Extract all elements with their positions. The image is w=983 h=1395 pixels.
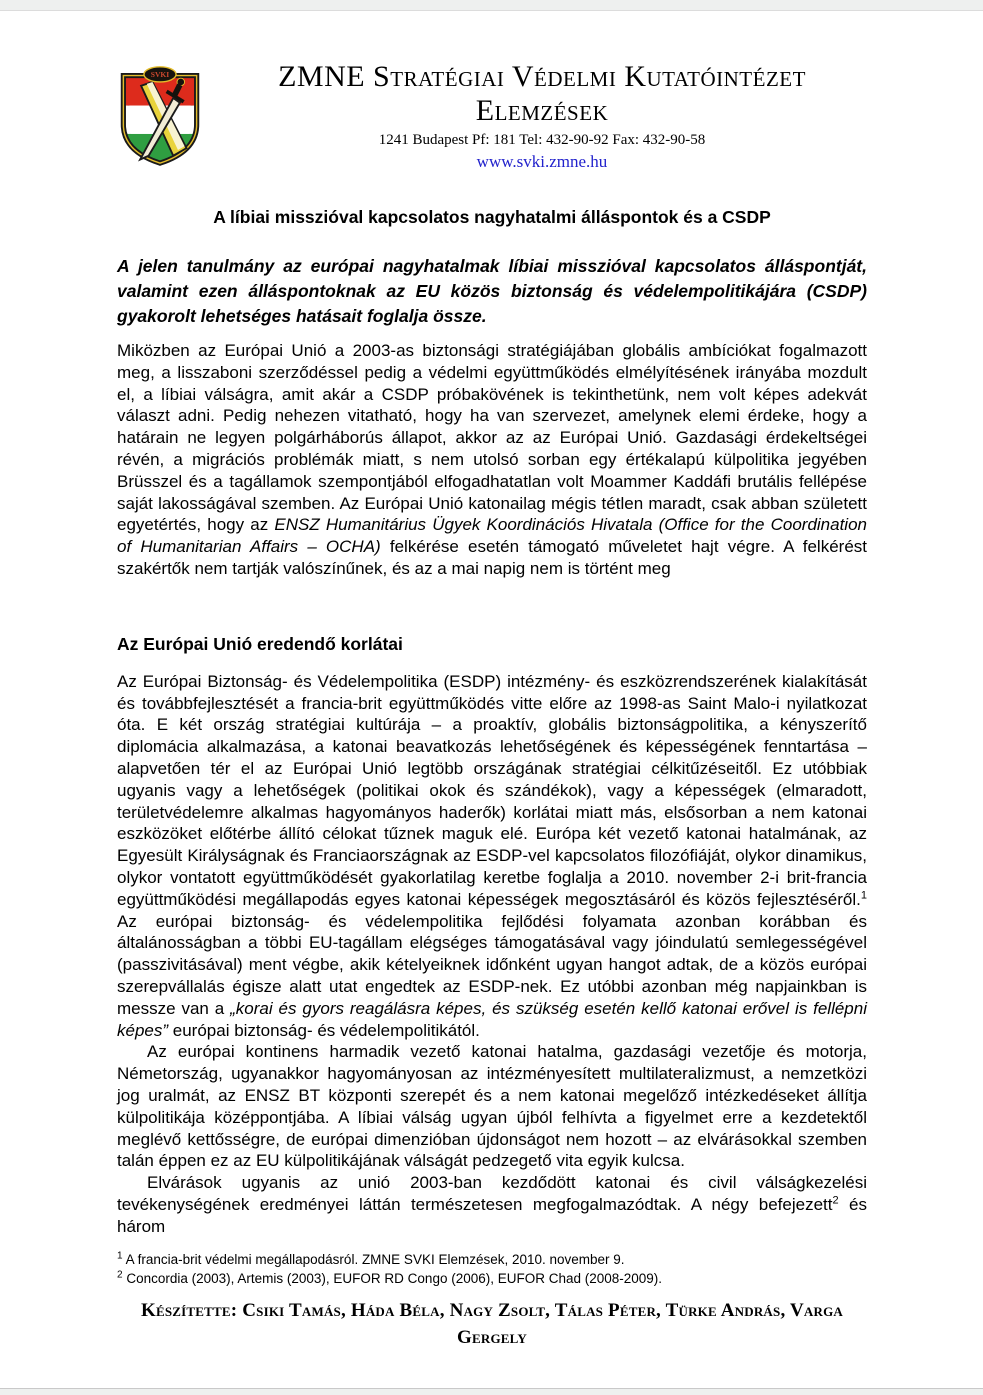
contact-info: 1241 Budapest Pf: 181 Tel: 432-90-92 Fax: 432-90-58 <box>378 132 706 149</box>
footnote-1 <box>117 1250 867 1269</box>
article-title: A líbiai misszióval kapcsolatos nagyhatalmi álláspontok és a CSDP <box>213 207 771 227</box>
website-link[interactable]: www.svki.zmne.hu <box>476 152 608 172</box>
section-paragraph-2: Az európai kontinens harmadik vezető katonai hatalma, gazdasági vezetője és motorja, Németország, ugyanakkor hagyományosan az intézményesített multilateralizmust, a nemzetközi jog uralmát, az ENSZ BT központi szerepét és a nem katonai megelőző intézkedéseket állítja külpolitikája középpontjába. A líbiai válság ugyan újból felhívta a figyelmet erre a kezdetektől meglévő kettősségre, de európai dimenzióban újdonságot nem hozott – az elvárásokkal szemben talán éppen ez az EU külpolitikájának válságát pedzegető vita egyik kulcsa. <box>117 1042 867 1171</box>
intro-paragraph: Miközben az Európai Unió a 2003-as biztonsági stratégiájában globális ambíciókat fogalmazott meg, a lisszaboni szerződéssel pedig a védelmi együttműködés elmélyítésének irányába mozdult el, a líbiai válságra, amit akár a CSDP próbakövének is tekinthetünk, nem volt képes adekvát választ adni. Pedig nehezen vitatható, hogy ha van szervezet, amelynek elemi érdeke, hogy a határain ne legyen polgárháborús állapot, akkor az az Európai Unió. Gazdasági érdekeltségei révén, a migrációs problémák miatt, s nem utolsó sorban egy értékalapú külpolitika jegyében Brüsszel és a tagállamok szempontjából elfogadhatatlan volt Moammer Kaddáfi brutális fellépése saját lakosságával szemben. Az Európai Unió katonailag mégis tétlen maradt, csak abban született egyetértés, hogy az ENSZ Humanitárius Ügyek Koordinációs Hivatala (Office for the Coordination of Humanitarian Affairs – OCHA) felkérése esetén támogató műveletet hajt végre. A felkérést szakértők nem tartják valószínűnek, és az a mai napig nem is történt meg <box>117 341 867 578</box>
footnote-1-marker: 1 <box>117 1250 123 1262</box>
footnotes-block <box>117 1250 867 1288</box>
section-paragraph-1: Az Európai Biztonság- és Védelempolitika (ESDP) intézmény- és eszközrendszerének kialakítását és továbbfejlesztését a francia-brit együttműködés vitte előre az 1998-as Saint Malo-i nyilatkozat óta. E két ország stratégiai kultúrája – a proaktív, globális biztonságpolitika, a kényszerítő diplomácia alkalmazása, a katonai beavatkozás lehetőségének és képességének fenntartása – alapvetően tér el az Európai Unió legtöbb országának stratégiai célkitűzéseitől. Ez utóbbiak ugyanis vagy a lehetőségek (politikai okok és szándékok), vagy a képességek (elmaradott, területvédelemre alkalmas hagyományos haderők) korlátai miatt más, elsősorban a nem katonai eszközöket előtérbe állító célokat tűznek maguk elé. Európa két vezető katonai hatalmának, az Egyesült Királyságnak és Franciaországnak az ESDP-vel kapcsolatos filozófiáját, olykor dinamikus, olykor vontatott együttműködését gyakorlatilag keretbe foglalja a 2010. november 2-i brit-francia együttműködési megállapodás egyes katonai képességek megosztásáról és közös fejlesztéséről.$^1$ Az európai biztonság- és védelempolitika fejlődési folyamata azonban korábban és általánosságban a többi EU-tagállam elégséges támogatásával vagy jóindulatú semlegességével (passzivitásával) ment végbe, akik kételyeiknek időnként ugyan hangot adtak, de a közös európai szerepvállalás égisze alatt utat engedtek az ESDP-nek. Ez utóbbi azonban még napjainkban is messze van a „korai és gyors reagálásra képes, és szükség esetén kellő katonai erővel is fellépni képes” európai biztonság- és védelempolitikától. <box>117 671 867 1040</box>
article-abstract: A jelen tanulmány az európai nagyhatalmak líbiai misszióval kapcsolatos álláspontját, valamint ezen álláspontoknak az EU közös biztonság és védelempolitikájára (CSDP) gyakorolt lehetséges hatásait foglalja össze. <box>117 256 867 326</box>
institute-name: ZMNE Stratégiai Védelmi Kutatóintézet <box>278 60 806 93</box>
crest-banner-text: SVKI <box>150 70 170 80</box>
footnote-2 <box>117 1269 867 1288</box>
footnote-2-text: Concordia (2003), Artemis (2003), EUFOR RD Congo (2006), EUFOR Chad (2008-2009). <box>126 1271 663 1287</box>
section-heading: Az Európai Unió eredendő korlátai <box>117 633 403 654</box>
letterhead <box>117 61 867 172</box>
footnote-1-text: A francia-brit védelmi megállapodásról. ZMNE SVKI Elemzések, 2010. november 9. <box>125 1252 625 1268</box>
institute-crest-logo <box>117 64 203 168</box>
article-body <box>117 206 867 1351</box>
series-title: Elemzések <box>475 94 609 128</box>
crest-banner <box>144 67 176 82</box>
credits-line: Készítette: Csiki Tamás, Háda Béla, Nagy Zsolt, Tálas Péter, Türke András, Varga Gergely <box>140 1300 843 1349</box>
section-paragraph-3: Elvárások ugyanis az unió 2003-ban kezdődött katonai és civil válságkezelési tevékenységének eredményei láttán természetesen megfogalmazódtak. A négy befejezett$^2$ és három <box>117 1173 867 1236</box>
document-page <box>0 10 983 1389</box>
footnote-2-marker: 2 <box>117 1269 123 1281</box>
